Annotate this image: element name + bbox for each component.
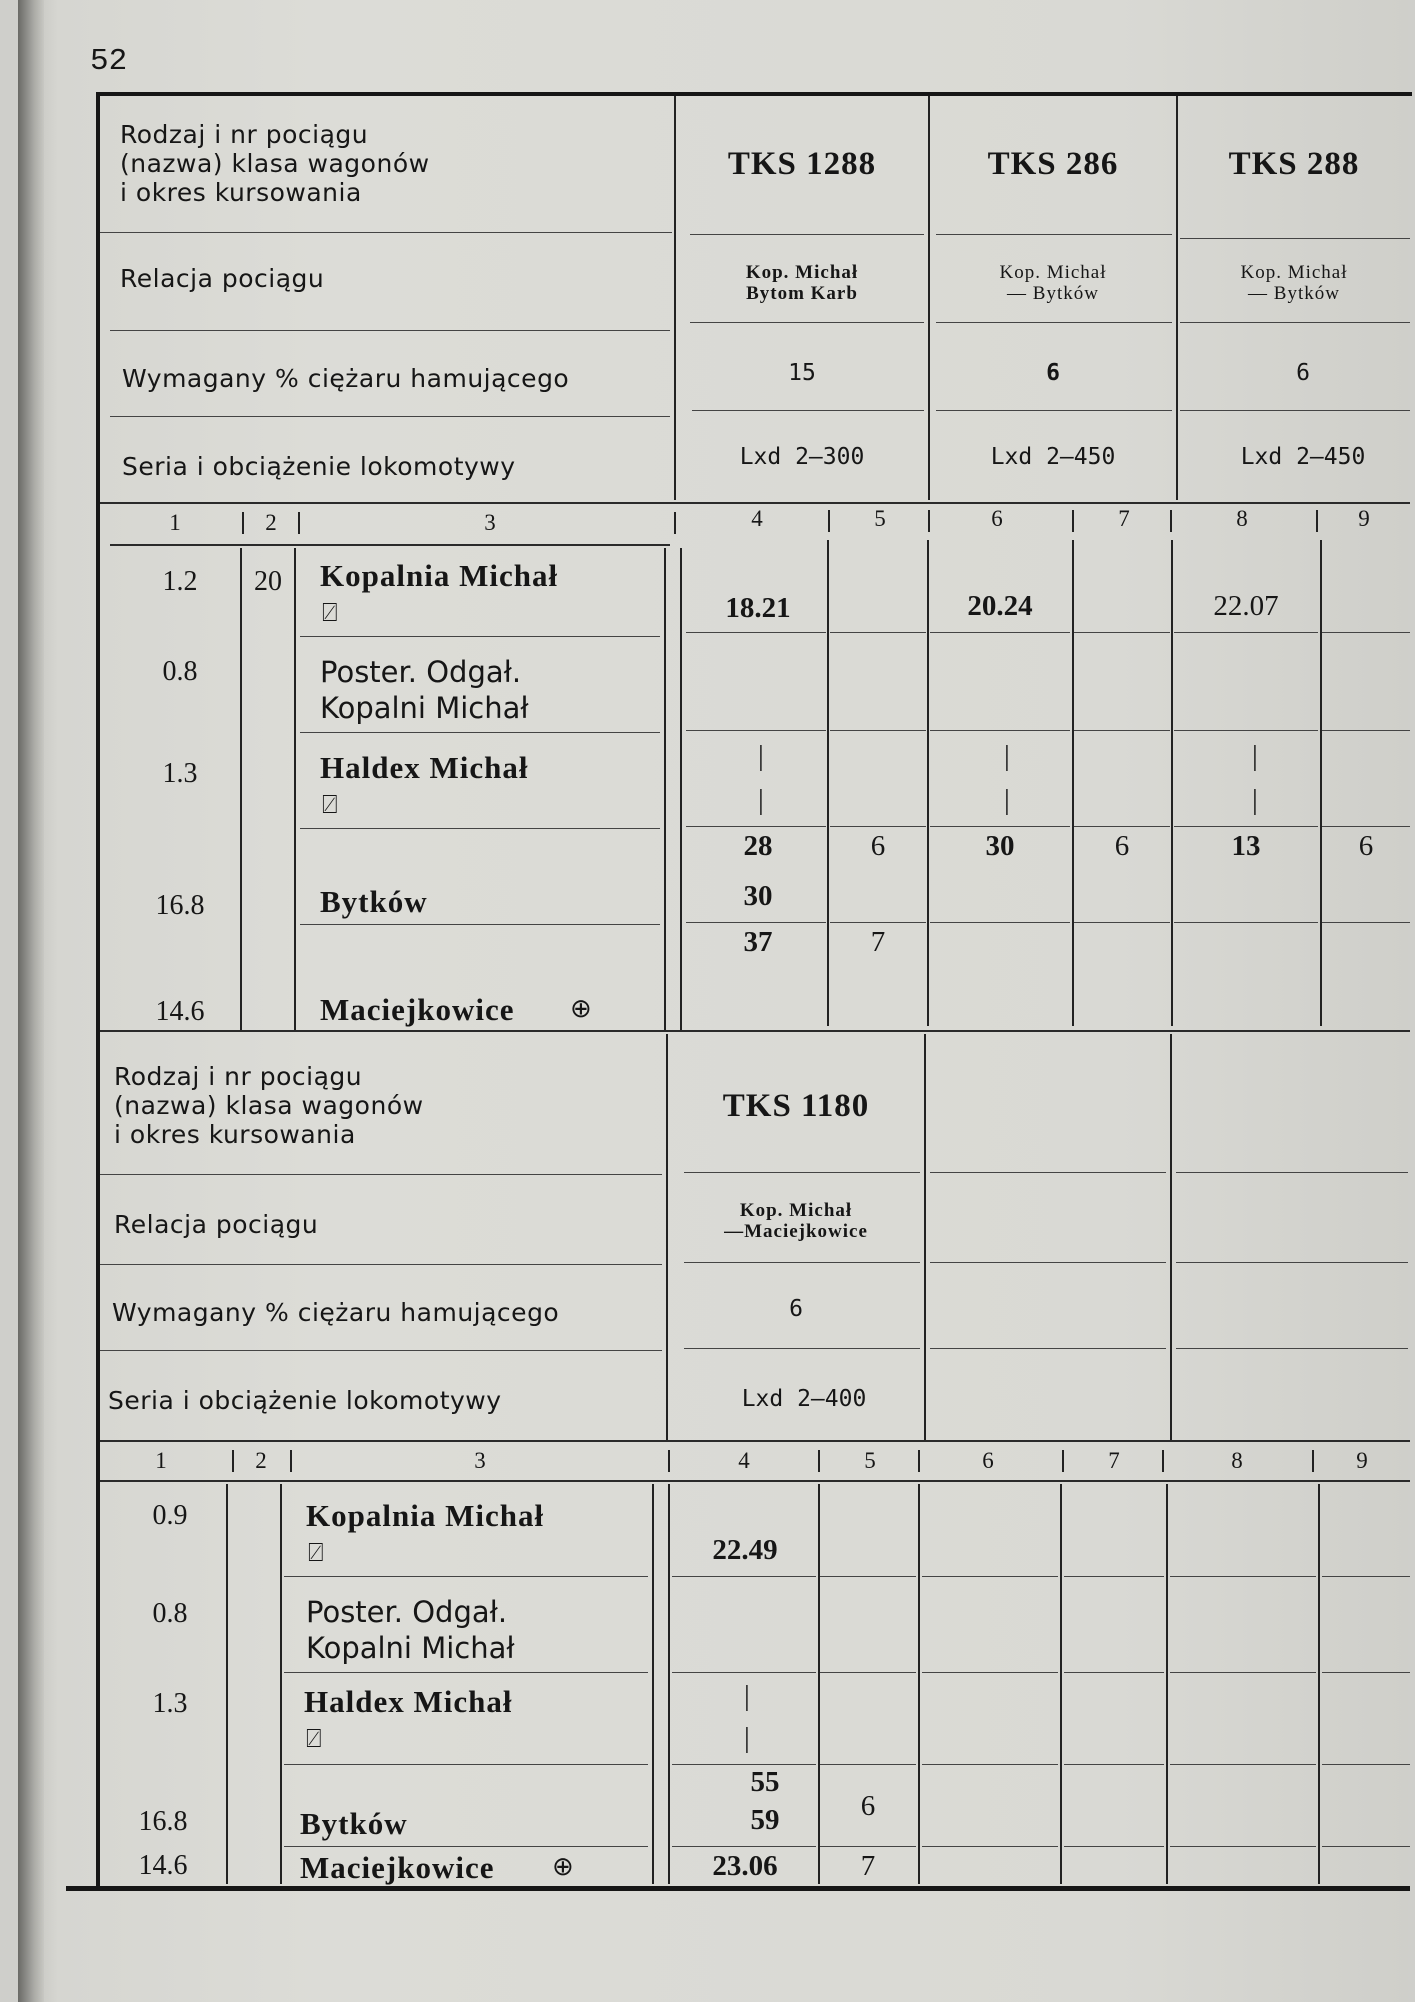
junction-icon: ⊕ [552, 1852, 574, 1882]
station-poster-odgal: Poster. Odgał. Kopalni Michał [306, 1595, 515, 1665]
top-rule [96, 92, 1412, 96]
pass-mark: | [758, 740, 764, 772]
loco-label-2: Seria i obciążenie lokomotywy [108, 1386, 502, 1415]
pass-mark: | [1252, 784, 1258, 816]
km-8: 1.3 [152, 1688, 188, 1719]
wait-3: 6 [1358, 830, 1374, 862]
station-bytkow: Bytków [300, 1806, 408, 1841]
brake-value-2: 6 [1046, 360, 1060, 386]
arr-time-4b: 59 [750, 1804, 780, 1836]
train-name-3: TKS 288 [1228, 146, 1360, 182]
loco-value-4: Lxd 2—400 [741, 1386, 867, 1412]
brake-value-3: 6 [1296, 360, 1310, 386]
pass-mark: | [744, 1722, 750, 1754]
book-spine [18, 0, 44, 2002]
relation-label-2: Relacja pociągu [114, 1210, 319, 1239]
col2-value: 20 [254, 566, 282, 597]
wait-2: 6 [1114, 830, 1130, 862]
station-icon: ⍁ [308, 1538, 324, 1568]
station-maciejkowice: Maciejkowice [300, 1850, 495, 1885]
km-2: 0.8 [162, 656, 198, 687]
km-10: 14.6 [138, 1850, 188, 1881]
bytkow-wait-1: 7 [870, 926, 886, 958]
brake-label-2: Wymagany % ciężaru hamującego [112, 1298, 560, 1327]
brake-value-4: 6 [789, 1296, 803, 1322]
train-name-4: TKS 1180 [722, 1088, 870, 1124]
last-time-4: 23.06 [712, 1850, 778, 1882]
km-4: 16.8 [155, 890, 205, 921]
pass-mark: | [1252, 740, 1258, 772]
bottom-rule [66, 1886, 1410, 1891]
brake-value-1: 15 [788, 360, 816, 386]
station-kopalnia-michal: Kopalnia Michał [320, 558, 559, 593]
train-relation-2: Kop. Michał — Bytków [999, 262, 1107, 304]
arr-time-3: 13 [1231, 830, 1261, 862]
bytkow-time-1: 30 [743, 880, 773, 912]
station-poster-odgal: Poster. Odgał. Kopalni Michał [320, 655, 529, 725]
dep-time-3: 22.07 [1213, 590, 1279, 622]
arr-time-4a: 55 [750, 1766, 780, 1798]
pass-mark: | [758, 784, 764, 816]
km-7: 0.8 [152, 1598, 188, 1629]
station-icon: ⍁ [306, 1724, 322, 1754]
junction-icon: ⊕ [570, 994, 592, 1024]
pass-mark: | [1004, 784, 1010, 816]
arr-time-1: 28 [743, 830, 773, 862]
station-haldex-michal: Haldex Michał [320, 750, 529, 785]
dep-time-4: 22.49 [712, 1534, 778, 1566]
km-6: 0.9 [152, 1500, 188, 1531]
km-1: 1.2 [162, 566, 198, 597]
station-icon: ⍁ [322, 598, 338, 628]
station-icon: ⍁ [322, 790, 338, 820]
station-kopalnia-michal: Kopalnia Michał [306, 1498, 545, 1533]
pass-mark: | [744, 1680, 750, 1712]
relation-label-1: Relacja pociągu [120, 264, 325, 293]
wait-4: 6 [860, 1790, 876, 1822]
train-type-label-2: Rodzaj i nr pociągu (nazwa) klasa wagonów i okres kursowania [114, 1062, 424, 1149]
train-relation-4: Kop. Michał —Maciejkowice [724, 1200, 868, 1242]
loco-value-2: Lxd 2—450 [990, 444, 1116, 470]
arr-time-2: 30 [985, 830, 1015, 862]
train-name-2: TKS 286 [987, 146, 1119, 182]
dep-time-2: 20.24 [967, 590, 1033, 622]
brake-label-1: Wymagany % ciężaru hamującego [122, 364, 570, 393]
page-number: 52 [90, 44, 128, 79]
loco-label-1: Seria i obciążenie lokomotywy [122, 452, 516, 481]
station-haldex-michal: Haldex Michał [304, 1684, 513, 1719]
km-5: 14.6 [155, 996, 205, 1027]
dep-time-1: 18.21 [725, 592, 791, 624]
train-relation-1: Kop. Michał Bytom Karb [745, 262, 859, 304]
train-type-label-1: Rodzaj i nr pociągu (nazwa) klasa wagonów i okres kursowania [120, 120, 430, 207]
bytkow-dep-1: 37 [743, 926, 773, 958]
km-9: 16.8 [138, 1806, 188, 1837]
km-3: 1.3 [162, 758, 198, 789]
train-name-1: TKS 1288 [727, 146, 877, 182]
left-rule [96, 92, 100, 1890]
station-bytkow: Bytków [320, 884, 428, 919]
wait-5: 7 [860, 1850, 876, 1882]
wait-1: 6 [870, 830, 886, 862]
station-maciejkowice: Maciejkowice [320, 992, 515, 1027]
loco-value-3: Lxd 2—450 [1240, 444, 1366, 470]
pass-mark: | [1004, 740, 1010, 772]
loco-value-1: Lxd 2—300 [739, 444, 865, 470]
train-relation-3: Kop. Michał — Bytków [1240, 262, 1348, 304]
